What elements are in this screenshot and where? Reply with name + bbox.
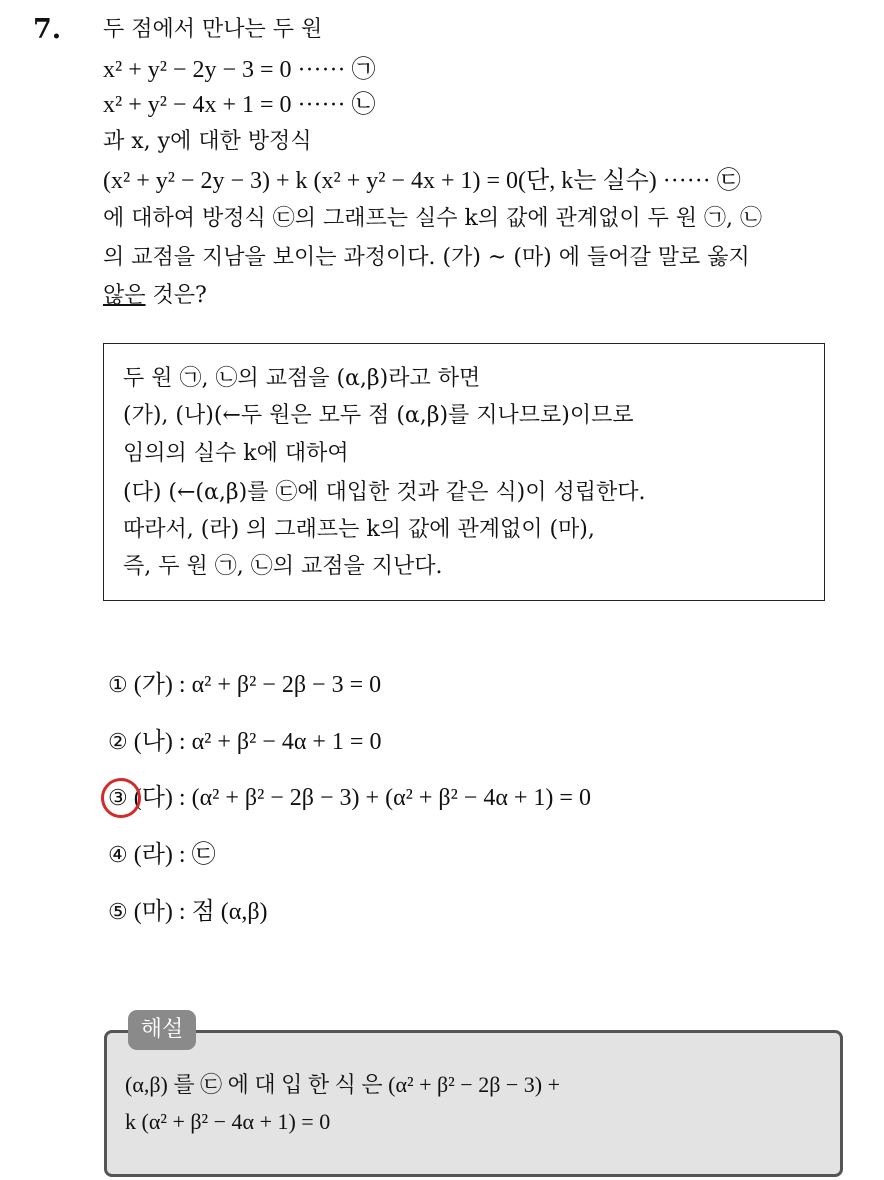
choice-text: (가) : α² + β² − 2β − 3 = 0 — [127, 672, 382, 698]
choice-3[interactable] — [108, 783, 591, 814]
choice-5[interactable] — [108, 897, 268, 928]
choice-number: ④ — [108, 843, 128, 868]
equation-2: x² + y² − 4x + 1 = 0 ······ ㉡ — [103, 92, 376, 118]
proof-line: (다) (←(α,β)를 ㉢에 대입한 것과 같은 식)이 성립한다. — [123, 480, 646, 505]
question-line: 두 점에서 만나는 두 원 — [103, 17, 323, 42]
proof-line: 임의의 실수 k에 대하여 — [123, 441, 349, 466]
choice-text: (나) : α² + β² − 4α + 1 = 0 — [127, 729, 382, 755]
choice-text: (다) : (α² + β² − 2β − 3) + (α² + β² − 4α + 1) = 0 — [127, 785, 591, 811]
equation-3: (x² + y² − 2y − 3) + k (x² + y² − 4x + 1) = 0(단, k는 실수) ······ ㉢ — [103, 168, 741, 194]
question-line: 과 x, y에 대한 방정식 — [103, 129, 312, 154]
question-line: 에 대하여 방정식 ㉢의 그래프는 실수 k의 값에 관계없이 두 원 ㉠, ㉡ — [103, 206, 763, 231]
choice-text: (라) : ㉢ — [127, 842, 216, 868]
choice-2[interactable] — [108, 727, 381, 758]
solution-line: k (α² + β² − 4α + 1) = 0 — [125, 1109, 331, 1134]
equation-1: x² + y² − 2y − 3 = 0 ······ ㉠ — [103, 57, 376, 83]
solution-line: (α,β) 를 ㉢ 에 대 입 한 식 은 (α² + β² − 2β − 3) + — [125, 1072, 561, 1097]
question-end: 것은? — [145, 283, 207, 308]
choice-number: ① — [108, 673, 128, 698]
choice-4[interactable] — [108, 840, 216, 871]
choice-number: ② — [108, 730, 128, 755]
underlined-word: 않은 — [103, 283, 146, 308]
choice-1[interactable] — [108, 670, 381, 701]
solution-box — [104, 1030, 843, 1177]
proof-line: 따라서, (라) 의 그래프는 k의 값에 관계없이 (마), — [123, 517, 595, 542]
choice-text: (마) : 점 (α,β) — [127, 899, 268, 925]
choice-number: ③ — [108, 786, 128, 811]
proof-line: 두 원 ㉠, ㉡의 교점을 (α,β)라고 하면 — [123, 366, 481, 391]
question-last-line — [103, 281, 207, 311]
proof-line: 즉, 두 원 ㉠, ㉡의 교점을 지난다. — [123, 554, 443, 579]
proof-line: (가), (나)(←두 원은 모두 점 (α,β)를 지나므로)이므로 — [123, 403, 634, 428]
choice-number: ⑤ — [108, 900, 128, 925]
solution-tab: 해설 — [128, 1010, 196, 1050]
question-line: 의 교점을 지남을 보이는 과정이다. (가) ~ (마) 에 들어갈 말로 옳지 — [103, 245, 750, 270]
question-number: 7. — [33, 14, 62, 45]
